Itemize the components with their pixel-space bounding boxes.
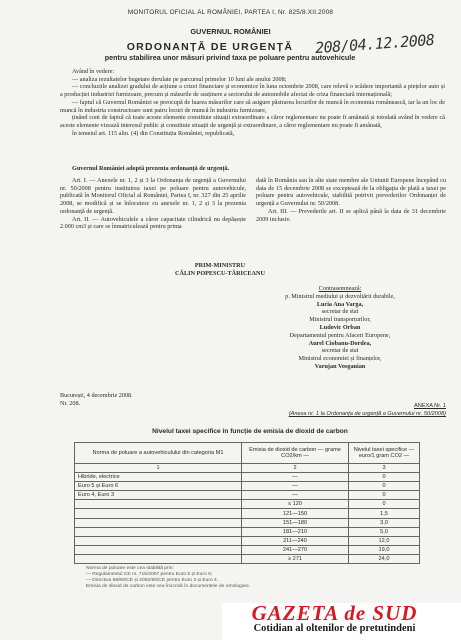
decree-number: Nr. 208. [60, 399, 81, 407]
table-row [75, 536, 420, 545]
table-row [75, 473, 420, 482]
table-cell: — [242, 491, 349, 500]
pm-title: PRIM-MINISTRU [194, 262, 246, 269]
articles-right-column [256, 177, 446, 223]
preamble-line: — concluziile analizei gradului de acțiune a crizei financiare și economice în luna octombrie 2008, care relevă o scădere importantă a piețelor auto și a producției industriei furnizoare, precum și măsurile de susținere a sectorului de automobile afectat de criza financiară internațională; [60, 83, 445, 99]
table-row [75, 509, 420, 518]
table-row [75, 500, 420, 509]
countersign-line: Departamentul pentru Afaceri Europene, [289, 331, 391, 339]
table-cell: Euro 5 și Euro 6 [75, 482, 242, 491]
table-header-cell: Norma de poluare a autovehiculului din categoria M1 [75, 443, 242, 464]
countersign-line: Contrasemnează: [318, 285, 362, 292]
preamble [60, 68, 445, 137]
countersign-line: Ministrul transporturilor, [309, 316, 371, 324]
annex-label: ANEXA Nr. 1 [413, 403, 446, 409]
preamble-line: Având în vedere: [72, 68, 115, 75]
article-paragraph: Art. III. — Prevederile art. II se aplică până la data de 31 decembrie 2009 inclusiv. [256, 207, 446, 223]
pm-name: CĂLIN POPESCU-TĂRICEANU [175, 269, 265, 277]
document-subtitle: pentru stabilirea unor măsuri privind taxa pe poluare pentru autovehicule [104, 53, 356, 62]
countersign-line: Ministrul economiei și finanțelor, [298, 355, 382, 363]
preamble-line: ținând cont de faptul că toate aceste elemente constituie situații extraordinare a căror reglementare nu poate fi amânată și totodată având în vedere că aceste elemente vizează interesul public și constituie situații de urgență și extraordinare, a căror reglementare nu poate fi amânată, [60, 114, 445, 129]
table-cell [75, 509, 242, 518]
table-cell: 1 [75, 464, 242, 473]
document-title: ORDONANȚĂ DE URGENȚĂ [126, 41, 294, 53]
countersign-line: p. Ministrul mediului și dezvoltării durabile, [285, 292, 395, 300]
table-row [75, 491, 420, 500]
footnote-line: Emisia de dioxid de carbon este cea înscrisă în documentele de omologare. [86, 584, 251, 590]
table-footnotes [86, 566, 386, 590]
table-cell: Hibride, electrice [75, 473, 242, 482]
table-cell [75, 500, 242, 509]
table-cell: 12,0 [349, 536, 420, 545]
issuer-heading: GUVERNUL ROMÂNIEI [190, 27, 271, 36]
article-paragraph: dată în România sau în alte state membre ale Uniunii Europene începând cu data de 15 decembrie 2008 se exceptează de la obligația de plată a taxei pe poluare pentru autovehicule, stabilită potrivit prevederilor Ordonanței de urgență a Guvernului nr. 50/2008. [256, 177, 446, 208]
table-cell: 3 [349, 464, 420, 473]
table-row [75, 518, 420, 527]
table-cell: 0 [349, 473, 420, 482]
table-cell: Euro 4, Euro 3 [75, 491, 242, 500]
countersign-name: Aurel Ciobanu-Dordea, [308, 339, 372, 347]
prime-minister-block [60, 262, 380, 278]
preamble-line: în temeiul art. 115 alin. (4) din Constituția României, republicată, [72, 129, 235, 137]
preamble-line: — analiza rezultatelor bugetare derulate pe parcursul primelor 10 luni ale anului 2008; [72, 75, 287, 83]
table-cell: 5,0 [349, 527, 420, 536]
annex-reference: (Anexa nr. 1 la Ordonanța de urgență a Guvernului nr. 50/2008) [288, 411, 446, 417]
table-header-cell: Emisia de dioxid de carbon — grame CO2/km — [242, 443, 349, 464]
table-row [75, 527, 420, 536]
table-row [75, 554, 420, 563]
table-cell: 19,0 [349, 545, 420, 554]
newspaper-logo: GAZETA de SUD [251, 601, 418, 625]
table-cell: 241—270 [242, 545, 349, 554]
adoption-statement: Guvernul României adoptă prezenta ordonanță de urgență. [72, 165, 230, 172]
countersign-name: Lucia Ana Varga, [316, 300, 364, 308]
table-row [75, 545, 420, 554]
table-cell: 151—180 [242, 518, 349, 527]
table-cell: 211—240 [242, 536, 349, 545]
countersign-name: Ludovic Orban [319, 323, 361, 331]
table-cell: 0 [349, 500, 420, 509]
article-paragraph: Art. II. — Autovehiculele a căror capacitate cilindrică nu depășește 2.000 cm3 și care se înmatriculează pentru prima [60, 215, 246, 231]
countersign-line: secretar de stat [321, 347, 359, 355]
table-title: Nivelul taxei specifice în funcție de emisia de dioxid de carbon [152, 428, 348, 435]
table-cell: 3,0 [349, 518, 420, 527]
table-cell [75, 518, 242, 527]
table-cell: 121—150 [242, 509, 349, 518]
tax-table [74, 442, 420, 564]
footnote-line: — Regulamentul CE nr. 715/2007 pentru Euro 5 și Euro 6; [86, 572, 213, 578]
table-cell: — [242, 473, 349, 482]
table-cell [75, 536, 242, 545]
table-cell: 1,5 [349, 509, 420, 518]
table-cell: ≤ 120 [242, 500, 349, 509]
place-date-block [60, 392, 240, 407]
countersign-line: secretar de stat [321, 308, 359, 316]
table-cell: 0 [349, 482, 420, 491]
table-cell: — [242, 482, 349, 491]
table-cell [75, 554, 242, 563]
table-header-cell: Nivelul taxei specifice — euro/1 gram CO2 — [349, 443, 420, 464]
table-cell: 24,0 [349, 554, 420, 563]
table-header-row [75, 443, 420, 464]
table-cell: ≥ 271 [242, 554, 349, 563]
footnote-line: Norma de poluare este cea stabilită prin: [86, 566, 174, 571]
place-date: București, 4 decembrie 2008. [60, 392, 133, 399]
article-paragraph: Art. I. — Anexele nr. 1, 2 și 3 la Ordonanța de urgență a Guvernului nr. 50/2008 pentru instituirea taxei pe poluare pentru autovehicule, publicată în Monitorul Oficial al României, Partea I, nr. 327 din 25 aprilie 2008, se modifică și se înlocuiesc cu anexele nr. 1, 2 și 3 la prezenta ordonanță de urgență. [60, 177, 246, 215]
gazette-header: MONITORUL OFICIAL AL ROMÂNIEI, PARTEA I, Nr. 825/8.XII.2008 [127, 9, 334, 16]
countersignatures [240, 285, 440, 371]
newspaper-tagline: Cotidian al oltenilor de pretutindeni [253, 623, 416, 634]
articles-left-column [60, 177, 246, 231]
table-number-row [75, 464, 420, 473]
table-cell: 2 [242, 464, 349, 473]
table-cell [75, 545, 242, 554]
table-cell: 181—210 [242, 527, 349, 536]
countersign-name: Varujan Vosganian [314, 362, 366, 370]
footnote-line: — Directiva 98/69/CE și 2002/80/CE pentru Euro 3 și Euro 4. [86, 578, 219, 584]
table-row [75, 482, 420, 491]
handwritten-number: 208/04.12.2008 [314, 30, 435, 58]
preamble-line: — faptul că Guvernul României se preocupă de luarea măsurilor care să asigure păstrarea locurilor de muncă în economia românească, iar la un loc de muncă în industria constructoare sunt patru locuri de muncă în industria furnizoare, [60, 98, 445, 114]
table-cell: 0 [349, 491, 420, 500]
table-cell [75, 527, 242, 536]
